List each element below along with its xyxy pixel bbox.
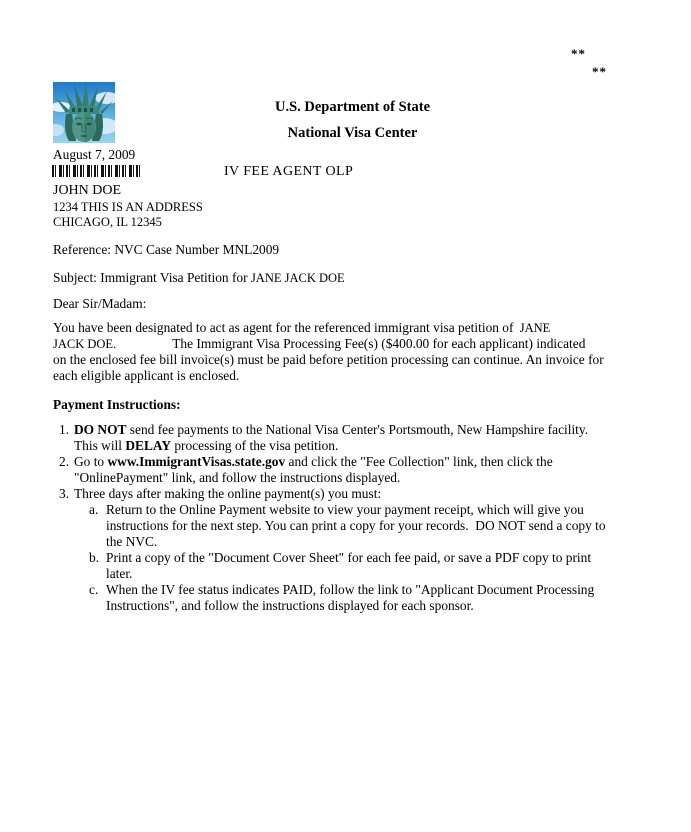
payment-item-2 xyxy=(0,454,671,486)
body-line3-text: on the enclosed fee bill invoice(s) must be paid before petition processing can continue. An invoice for xyxy=(53,352,604,367)
subitem-a-line3: the NVC. xyxy=(106,534,158,549)
subject-prefix: Subject: Immigrant Visa Petition for xyxy=(53,270,251,285)
item-3-text: Three days after making the online payment(s) you must: xyxy=(74,486,382,501)
item-3-number: 3. xyxy=(59,486,70,501)
doc-type-label: IV FEE AGENT OLP xyxy=(224,164,354,179)
item-2-text-c: "OnlinePayment" link, and follow the instructions displayed. xyxy=(74,470,401,485)
payment-item-1 xyxy=(0,422,671,454)
subject-line xyxy=(53,270,345,286)
subitem-c-letter: c. xyxy=(89,582,99,597)
item-1-text-a: send fee payments to the National Visa Center's Portsmouth, New Hampshire facility. xyxy=(126,422,589,437)
subitem-b-line1: Print a copy of the "Document Cover Sheet" for each fee paid, or save a PDF copy to print xyxy=(106,550,592,565)
website-url: www.ImmigrantVisas.state.gov xyxy=(107,454,286,469)
reference-line xyxy=(53,242,279,258)
department-title: U.S. Department of State xyxy=(274,99,431,115)
subitem-a-line2: instructions for the next step. You can print a copy for your records. DO NOT send a copy to xyxy=(106,518,606,533)
payment-subitem-b xyxy=(0,550,671,582)
item-1-number: 1. xyxy=(59,422,70,437)
payment-subitem-a xyxy=(0,502,671,550)
body-line4-text: each eligible applicant is enclosed. xyxy=(53,368,240,383)
recipient-name: JOHN DOE xyxy=(53,183,122,198)
subitem-b-letter: b. xyxy=(89,550,100,565)
subitem-b-line2: later. xyxy=(106,566,133,581)
item-1-text-c: processing of the visa petition. xyxy=(171,438,339,453)
delay-emphasis: DELAY xyxy=(125,438,171,453)
case-number: MNL2009 xyxy=(222,242,280,257)
beneficiary-name: JANE JACK DOE xyxy=(250,271,345,285)
body-line1-text: You have been designated to act as agent for the referenced immigrant visa petition of xyxy=(53,320,514,335)
center-title: National Visa Center xyxy=(287,125,418,141)
item-2-text-a: Go to xyxy=(74,454,108,469)
recipient-address-line2: CHICAGO, IL 12345 xyxy=(53,215,162,229)
letter-date: August 7, 2009 xyxy=(53,147,136,162)
subitem-c-line1: When the IV fee status indicates PAID, follow the link to "Applicant Document Processing xyxy=(106,582,595,597)
payment-item-3 xyxy=(0,486,671,502)
payment-instructions-list xyxy=(0,422,671,614)
beneficiary-name-inline-1: JANE xyxy=(513,321,551,335)
item-1-text-b: This will xyxy=(74,438,126,453)
do-not-emphasis: DO NOT xyxy=(74,422,127,437)
payment-subitem-c xyxy=(0,582,671,614)
payment-instructions-heading: Payment Instructions: xyxy=(53,397,181,412)
item-2-text-b: and click the "Fee Collection" link, then click the xyxy=(285,454,553,469)
body-paragraph xyxy=(53,320,663,384)
subitem-a-letter: a. xyxy=(89,502,99,517)
body-line2-text: The Immigrant Visa Processing Fee(s) ($400.00 for each applicant) indicated xyxy=(172,336,586,351)
recipient-address-line1: 1234 THIS IS AN ADDRESS xyxy=(53,200,203,214)
subitem-a-line1: Return to the Online Payment website to view your payment receipt, which will give you xyxy=(106,502,584,517)
beneficiary-name-inline-2: JACK DOE. xyxy=(53,337,117,351)
item-2-number: 2. xyxy=(59,454,70,469)
reference-prefix: Reference: NVC Case Number xyxy=(53,242,223,257)
barcode-icon xyxy=(52,165,143,177)
corner-mark-2: ** xyxy=(592,64,607,79)
corner-mark-1: ** xyxy=(571,46,586,61)
subitem-c-line2: Instructions", and follow the instructions displayed for each sponsor. xyxy=(106,598,474,613)
salutation: Dear Sir/Madam: xyxy=(53,296,147,311)
